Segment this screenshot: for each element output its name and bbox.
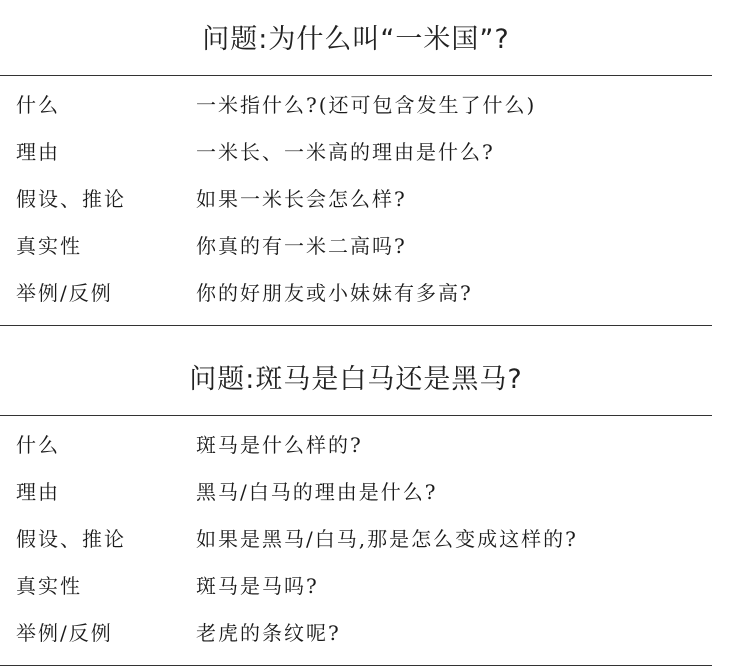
row-question: 你真的有一米二高吗? [196,234,407,258]
question-table [0,416,712,665]
row-question: 如果是黑马/白马,那是怎么变成这样的? [196,527,578,551]
table-row [0,516,712,563]
table-row [0,176,712,223]
row-label: 假设、推论 [16,527,126,551]
table-row [0,82,712,129]
row-label: 举例/反例 [16,621,113,645]
row-label: 举例/反例 [16,281,113,305]
row-label: 什么 [16,93,60,117]
row-label: 真实性 [16,234,82,258]
bottom-rule [0,325,712,326]
row-question: 黑马/白马的理由是什么? [196,480,438,504]
table-row [0,563,712,610]
row-question: 斑马是马吗? [196,574,319,598]
row-label: 什么 [16,433,60,457]
question-section-2 [0,340,712,666]
row-label: 理由 [16,140,60,164]
row-question: 一米指什么?(还可包含发生了什么) [196,93,537,117]
row-question: 你的好朋友或小妹妹有多高? [196,281,473,305]
row-label: 假设、推论 [16,187,126,211]
question-table [0,76,712,325]
table-row [0,422,712,469]
section-title: 问题:斑马是白马还是黑马? [189,364,523,395]
row-label: 真实性 [16,574,82,598]
section-title: 问题:为什么叫“一米国”? [202,24,510,55]
row-label: 理由 [16,480,60,504]
table-row [0,469,712,516]
question-section-1 [0,0,712,326]
table-row [0,129,712,176]
table-row [0,610,712,657]
row-question: 斑马是什么样的? [196,433,363,457]
table-row [0,223,712,270]
table-row [0,270,712,317]
row-question: 老虎的条纹呢? [196,621,341,645]
row-question: 如果一米长会怎么样? [196,187,407,211]
row-question: 一米长、一米高的理由是什么? [196,140,495,164]
